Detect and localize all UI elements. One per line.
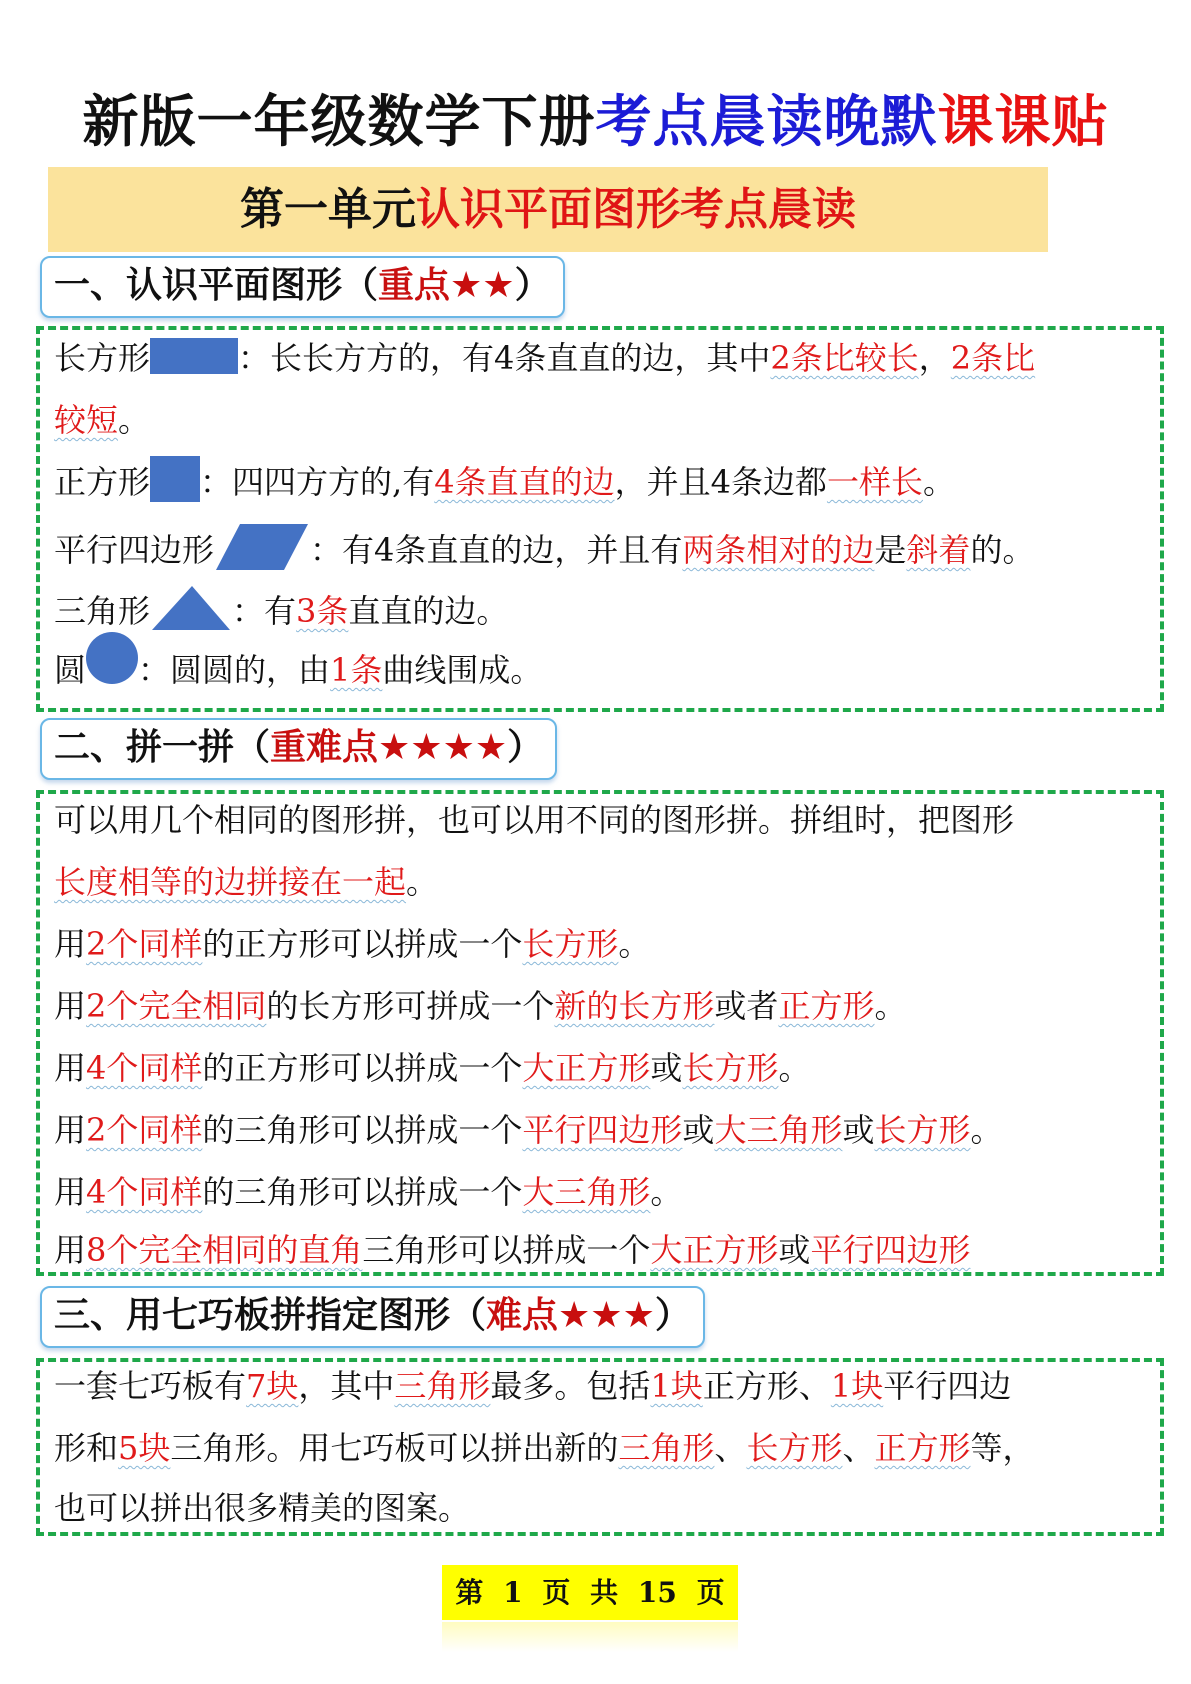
text: 圆 xyxy=(54,651,87,689)
square-icon xyxy=(150,456,200,502)
highlight: 7块 xyxy=(246,1367,299,1405)
highlight: 长方形 xyxy=(522,925,619,963)
highlight: 大正方形 xyxy=(522,1049,651,1087)
parallelogram-icon xyxy=(214,522,310,583)
circle-line xyxy=(54,648,542,692)
importance-level: 重难点★★★★ xyxy=(270,727,508,768)
text: 一套七巧板有 xyxy=(54,1367,247,1405)
text: 。 xyxy=(650,1173,683,1211)
section-heading-close: ） xyxy=(654,1295,691,1336)
text: 的三角形可以拼成一个 xyxy=(202,1173,523,1211)
text: 用 xyxy=(54,1111,87,1149)
text: 。 xyxy=(922,463,955,501)
unit-topic: 认识平面图形考点晨读 xyxy=(416,184,856,235)
text: ：圆圆的，由 xyxy=(138,651,331,689)
text: ：四四方方的,有 xyxy=(200,463,435,501)
section-heading-text: 二、拼一拼（ xyxy=(54,727,271,768)
highlight: 4个同样 xyxy=(86,1173,203,1211)
section-box-2 xyxy=(36,790,1164,1276)
text: 或 xyxy=(778,1231,811,1269)
section-heading-text: 三、用七巧板拼指定图形（ xyxy=(54,1295,487,1336)
text: ：长长方方的，有4条直直的边，其中 xyxy=(238,339,771,377)
text: 是 xyxy=(874,531,907,569)
text: 三角形可以拼成一个 xyxy=(362,1231,651,1269)
rectangle-icon xyxy=(150,338,238,374)
highlight: 长方形 xyxy=(874,1111,971,1149)
section-box-1 xyxy=(36,326,1164,712)
text: 等， xyxy=(970,1429,1035,1467)
highlight: 正方形 xyxy=(778,987,875,1025)
highlight: 两条相对的边 xyxy=(682,531,875,569)
text-line xyxy=(54,984,906,1028)
highlight: 大三角形 xyxy=(714,1111,843,1149)
text: 也可以拼出很多精美的图案。 xyxy=(54,1489,471,1527)
highlight: 三角形 xyxy=(618,1429,715,1467)
highlight: 平行四边形 xyxy=(810,1231,971,1269)
text: 的长方形可拼成一个 xyxy=(266,987,555,1025)
title-part-2: 考点晨读晚默 xyxy=(595,90,938,155)
importance-level: 难点★★★ xyxy=(486,1295,655,1336)
highlight: 2个同样 xyxy=(86,925,203,963)
rectangle-line-cont xyxy=(54,398,150,442)
text: 或 xyxy=(842,1111,875,1149)
text: 最多。包括 xyxy=(490,1367,651,1405)
section-heading-text: 一、认识平面图形（ xyxy=(54,265,379,306)
page-indicator-reflection xyxy=(442,1622,738,1652)
text: 。 xyxy=(874,987,907,1025)
document-title xyxy=(0,88,1191,158)
text: 、 xyxy=(714,1429,747,1467)
text: 或者 xyxy=(714,987,779,1025)
text: 用 xyxy=(54,1173,87,1211)
importance-level: 重点★★ xyxy=(378,265,515,306)
highlight: 一样长 xyxy=(826,463,923,501)
text: ，并且4条边都 xyxy=(614,463,827,501)
text: 。 xyxy=(118,401,151,439)
highlight: 1块 xyxy=(650,1367,703,1405)
text-line xyxy=(54,1108,1003,1152)
unit-prefix: 第一单元 xyxy=(240,184,416,235)
section-heading-close: ） xyxy=(507,727,544,768)
unit-banner xyxy=(48,167,1048,252)
text: 。 xyxy=(406,863,439,901)
section-box-3 xyxy=(36,1358,1164,1536)
text: 曲线围成。 xyxy=(382,651,543,689)
square-line xyxy=(54,460,955,504)
text-line xyxy=(54,1170,682,1214)
highlight: 大正方形 xyxy=(650,1231,779,1269)
text-line xyxy=(54,1426,1035,1470)
text: 三角形 xyxy=(54,592,151,630)
highlight: 长方形 xyxy=(746,1429,843,1467)
text: ， xyxy=(918,339,951,377)
highlight: 2个同样 xyxy=(86,1111,203,1149)
text: 用 xyxy=(54,925,87,963)
highlight: 2个完全相同 xyxy=(86,987,267,1025)
page-indicator: 第 1 页 共 15 页 xyxy=(442,1565,738,1620)
section-heading-close: ） xyxy=(514,265,551,306)
text: 长方形 xyxy=(54,339,151,377)
section-heading-1 xyxy=(40,256,565,318)
highlight: 1条 xyxy=(330,651,383,689)
title-part-1: 新版一年级数学下册 xyxy=(82,90,596,155)
section-heading-3 xyxy=(40,1286,705,1348)
text: 的正方形可以拼成一个 xyxy=(202,1049,523,1087)
highlight: 较短 xyxy=(54,401,119,439)
text: 或 xyxy=(650,1049,683,1087)
text: 直直的边。 xyxy=(348,592,509,630)
highlight: 大三角形 xyxy=(522,1173,651,1211)
highlight: 3条 xyxy=(296,592,349,630)
text: 形和 xyxy=(54,1429,119,1467)
text-line xyxy=(54,860,438,904)
triangle-icon xyxy=(150,584,232,643)
text: 用 xyxy=(54,987,87,1025)
highlight: 长方形 xyxy=(682,1049,779,1087)
highlight: 2条比 xyxy=(950,339,1036,377)
text: 平行四边 xyxy=(883,1367,1012,1405)
text: 平行四边形 xyxy=(54,531,215,569)
text: ：有4条直直的边，并且有 xyxy=(310,531,683,569)
text: 。 xyxy=(970,1111,1003,1149)
text-line xyxy=(54,1364,1011,1408)
highlight: 4条直直的边 xyxy=(434,463,615,501)
text: ，其中 xyxy=(298,1367,395,1405)
text-line xyxy=(54,922,650,966)
highlight: 长度相等的边拼接在一起 xyxy=(54,863,407,901)
highlight: 5块 xyxy=(118,1429,171,1467)
text-line xyxy=(54,798,1014,842)
text: 。 xyxy=(778,1049,811,1087)
parallelogram-line xyxy=(54,522,1034,583)
title-part-3: 课课贴 xyxy=(937,90,1109,155)
text: 可以用几个相同的图形拼，也可以用不同的图形拼。拼组时，把图形 xyxy=(54,801,1015,839)
text-line xyxy=(54,1046,810,1090)
section-heading-2 xyxy=(40,718,557,780)
highlight: 正方形 xyxy=(874,1429,971,1467)
text: 或 xyxy=(682,1111,715,1149)
highlight: 平行四边形 xyxy=(522,1111,683,1149)
highlight: 2条比较长 xyxy=(770,339,919,377)
rectangle-line xyxy=(54,336,1035,380)
highlight: 斜着 xyxy=(906,531,971,569)
highlight: 8个完全相同的直角 xyxy=(86,1231,363,1269)
highlight: 新的长方形 xyxy=(554,987,715,1025)
text: 的三角形可以拼成一个 xyxy=(202,1111,523,1149)
text: 。 xyxy=(618,925,651,963)
circle-icon xyxy=(86,632,138,684)
highlight: 三角形 xyxy=(394,1367,491,1405)
text: 用 xyxy=(54,1231,87,1269)
highlight: 4个同样 xyxy=(86,1049,203,1087)
text: 的正方形可以拼成一个 xyxy=(202,925,523,963)
text-line xyxy=(54,1228,970,1272)
text: 、 xyxy=(842,1429,875,1467)
text: 三角形。用七巧板可以拼出新的 xyxy=(170,1429,619,1467)
highlight: 1块 xyxy=(830,1367,884,1405)
text: ：有 xyxy=(232,592,297,630)
text: 正方形、 xyxy=(702,1367,831,1405)
text-line xyxy=(54,1486,470,1530)
text: 用 xyxy=(54,1049,87,1087)
text: 正方形 xyxy=(54,463,151,501)
text: 的。 xyxy=(970,531,1035,569)
